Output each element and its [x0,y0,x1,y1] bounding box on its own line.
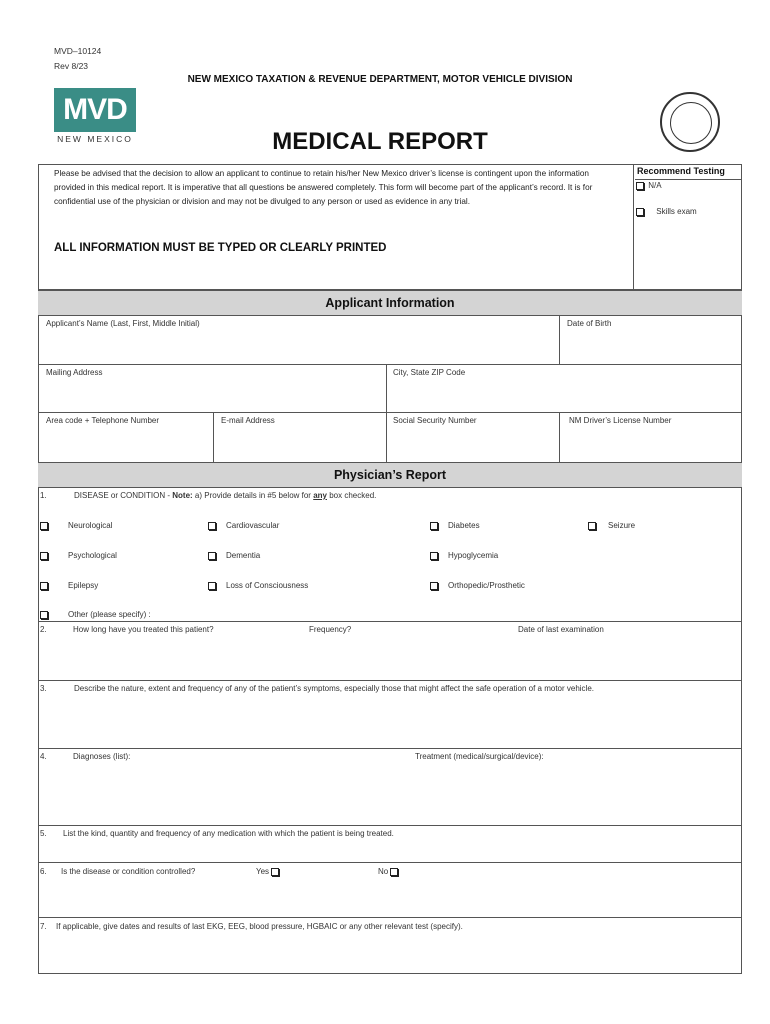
q2-last-exam-field[interactable]: Date of last examination [518,625,604,634]
checkbox[interactable] [208,582,216,590]
condition-hypoglycemia[interactable]: Hypoglycemia [430,551,498,560]
q5-medication-field[interactable]: List the kind, quantity and frequency of any medication with which the patient is being treated. [63,829,394,838]
checkbox[interactable] [636,208,644,216]
dob-field[interactable]: Date of Birth [567,319,612,328]
checkbox[interactable] [40,611,48,619]
condition-neurological[interactable]: Neurological [40,521,112,530]
logo-subtitle: NEW MEXICO [57,134,133,144]
ssn-field[interactable]: Social Security Number [393,416,477,425]
checkbox[interactable] [40,522,48,530]
notice-text: Please be advised that the decision to allow an applicant to continue to retain his/her New Mexico driver’s license is contingent upon the information provided in this medical report. It is imperative that all questions be answered completely. This form will become part of the applicant’s record. It is for confidential use of the physician or division and may not be divulged to any person or used as evidence in any trial. [54,169,593,206]
page-title: MEDICAL REPORT [272,128,488,155]
recommend-skills-option[interactable]: Skills exam [636,207,697,216]
q1-number: 1. [40,491,47,500]
q3-number: 3. [40,684,47,693]
checkbox[interactable] [208,522,216,530]
checkbox[interactable] [588,522,596,530]
department-heading: NEW MEXICO TAXATION & REVENUE DEPARTMENT, MOTOR VEHICLE DIVISION [187,74,573,85]
checkbox[interactable] [390,868,398,876]
print-instruction: ALL INFORMATION MUST BE TYPED OR CLEARLY PRINTED [54,242,387,254]
q2-treatment-duration-field[interactable]: How long have you treated this patient? [73,625,214,634]
q4-diagnoses-field[interactable]: Diagnoses (list): [73,752,131,761]
recommend-na-option[interactable]: N/A [636,181,662,190]
checkbox[interactable] [430,522,438,530]
q2-frequency-field[interactable]: Frequency? [309,625,352,634]
q7-number: 7. [40,922,47,931]
condition-cardiovascular[interactable]: Cardiovascular [208,521,279,530]
q5-number: 5. [40,829,47,838]
condition-orthopedic[interactable]: Orthopedic/Prosthetic [430,581,525,590]
q6-number: 6. [40,867,47,876]
applicant-grid [38,315,742,463]
phone-field[interactable]: Area code + Telephone Number [46,416,160,425]
condition-seizure[interactable]: Seizure [588,521,635,530]
checkbox[interactable] [430,552,438,560]
q6-yes-option[interactable]: Yes [256,867,281,876]
condition-diabetes[interactable]: Diabetes [430,521,480,530]
applicant-section-header: Applicant Information [38,290,742,316]
checkbox[interactable] [208,552,216,560]
revision-date: Rev 8/23 [54,61,89,71]
q6-question: Is the disease or condition controlled? [61,867,196,876]
q4-treatment-field[interactable]: Treatment (medical/surgical/device): [415,752,544,761]
email-field[interactable]: E-mail Address [221,416,275,425]
state-seal-icon [660,92,720,152]
mvd-logo: MVD [54,88,136,132]
q1-text: DISEASE or CONDITION - Note: a) Provide details in #5 below for any box checked. [74,491,377,500]
condition-psychological[interactable]: Psychological [40,551,117,560]
condition-dementia[interactable]: Dementia [208,551,260,560]
checkbox[interactable] [430,582,438,590]
checkbox[interactable] [636,182,644,190]
license-number-field[interactable]: NM Driver’s License Number [569,416,672,425]
applicant-name-field[interactable]: Applicant’s Name (Last, First, Middle Initial) [46,319,200,328]
q7-tests-field[interactable]: If applicable, give dates and results of last EKG, EEG, blood pressure, HGBAIC or any other relevant test (specify). [56,922,463,931]
checkbox[interactable] [40,552,48,560]
recommend-testing-title: Recommend Testing [637,166,725,176]
q3-symptoms-field[interactable]: Describe the nature, extent and frequency of any of the patient’s symptoms, especially those that might affect the safe operation of a motor vehicle. [74,684,594,693]
city-state-zip-field[interactable]: City, State ZIP Code [393,368,466,377]
condition-loss-of-consciousness[interactable]: Loss of Consciousness [208,581,308,590]
checkbox[interactable] [271,868,279,876]
checkbox[interactable] [40,582,48,590]
mailing-address-field[interactable]: Mailing Address [46,368,103,377]
physician-section-header: Physician’s Report [38,462,742,488]
q2-number: 2. [40,625,47,634]
condition-epilepsy[interactable]: Epilepsy [40,581,98,590]
q4-number: 4. [40,752,47,761]
condition-other[interactable]: Other (please specify) : [40,610,151,619]
form-id: MVD–10124 [54,46,102,56]
q6-no-option[interactable]: No [378,867,400,876]
